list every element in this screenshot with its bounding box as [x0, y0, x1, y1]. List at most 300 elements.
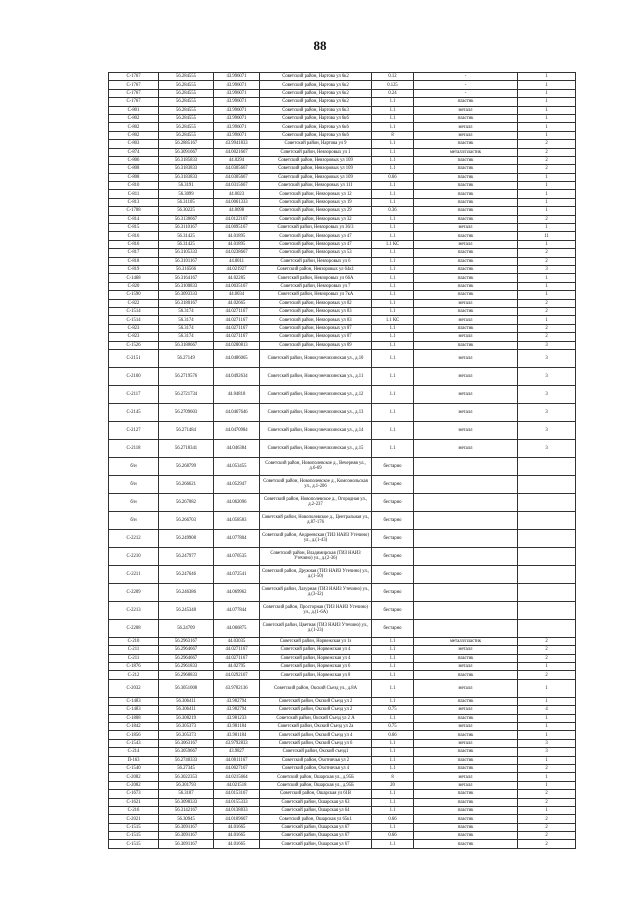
table-row [109, 249, 576, 257]
longitude-cell: 44.0023 [214, 190, 260, 198]
longitude-cell: 44.0155333 [214, 798, 260, 806]
longitude-cell: 44.0271167 [214, 316, 260, 324]
container-material-cell: пластик [414, 114, 518, 122]
table-row [109, 773, 576, 781]
container-volume-cell: 1.1 [372, 165, 414, 173]
longitude-cell: 44.0467646 [214, 403, 260, 421]
table-row [109, 324, 576, 332]
address-cell: Советский район, Новокузнечихинская ул., д.10 [260, 349, 372, 367]
address-cell: Советский район, Невзоровых ул 1 [260, 148, 372, 156]
container-count-cell [518, 529, 576, 547]
longitude-cell: 43.982794 [214, 697, 260, 705]
table-row [109, 349, 576, 367]
table-row [109, 840, 576, 848]
container-material-cell: металл [414, 781, 518, 789]
container-count-cell: 1 [518, 190, 576, 198]
latitude-cell: 56.284555 [159, 114, 214, 122]
site-id-cell: С-1543 [109, 739, 159, 747]
container-count-cell: 1 [518, 106, 576, 114]
longitude-cell: 43.981184 [214, 723, 260, 731]
table-row [109, 173, 576, 181]
site-id-cell: С-1515 [109, 840, 159, 848]
table-row [109, 457, 576, 475]
table-row [109, 493, 576, 511]
site-id-cell: С-2213 [109, 601, 159, 619]
container-volume-cell: бестарно [372, 475, 414, 493]
table-row [109, 511, 576, 529]
container-volume-cell: 1.1 [372, 654, 414, 662]
longitude-cell: 43.996071 [214, 106, 260, 114]
site-id-cell: С-2151 [109, 349, 159, 367]
latitude-cell: 56.2718341 [159, 439, 214, 457]
latitude-cell: 56.3180667 [159, 341, 214, 349]
container-material-cell: металл [414, 706, 518, 714]
site-id-cell: С-1621 [109, 798, 159, 806]
table-row [109, 832, 576, 840]
longitude-cell: 44.01895 [214, 240, 260, 248]
site-id-cell: С-816 [109, 240, 159, 248]
container-volume-cell: 1.1 КС [372, 240, 414, 248]
container-count-cell: 1 [518, 806, 576, 814]
table-row [109, 367, 576, 385]
address-cell: Советский район, Ошарская ул 63 [260, 798, 372, 806]
table-row [109, 781, 576, 789]
longitude-cell: 44.0035167 [214, 282, 260, 290]
latitude-cell: 56.267082 [159, 493, 214, 511]
longitude-cell: 44.01665 [214, 823, 260, 831]
address-cell: Советский район, Невзоровых ул 6 [260, 257, 372, 265]
latitude-cell: 56.3105333 [159, 249, 214, 257]
container-material-cell [414, 619, 518, 637]
site-id-cell: С-802 [109, 123, 159, 131]
longitude-cell: 43.996071 [214, 81, 260, 89]
container-count-cell: 2 [518, 215, 576, 223]
container-volume-cell: 1.1 [372, 140, 414, 148]
container-count-cell: 1 [518, 182, 576, 190]
site-id-cell: С-1767 [109, 89, 159, 97]
latitude-cell: 56.3142167 [159, 806, 214, 814]
table-row [109, 583, 576, 601]
address-cell: Советский район, Окский Съезд ул., д.8А [260, 679, 372, 697]
container-count-cell: 3 [518, 748, 576, 756]
longitude-cell: 44.01895 [214, 232, 260, 240]
container-volume-cell: бестарно [372, 493, 414, 511]
table-row [109, 706, 576, 714]
container-volume-cell: 0.12 [372, 73, 414, 81]
latitude-cell: 56.2968833 [159, 671, 214, 679]
table-row [109, 299, 576, 307]
container-volume-cell: бестарно [372, 601, 414, 619]
site-id-cell: С-1514 [109, 307, 159, 315]
container-volume-cell: 1.1 [372, 798, 414, 806]
container-count-cell: 3 [518, 341, 576, 349]
site-id-cell: С-815 [109, 224, 159, 232]
table-row [109, 671, 576, 679]
table-row [109, 307, 576, 315]
latitude-cell: 56.31425 [159, 240, 214, 248]
container-volume-cell: 1.1 [372, 671, 414, 679]
container-material-cell: металл [414, 224, 518, 232]
address-cell: Советский район, Норвежская ул 8 [260, 671, 372, 679]
container-count-cell [518, 601, 576, 619]
site-id-cell: С-1767 [109, 81, 159, 89]
container-count-cell: 2 [518, 840, 576, 848]
table-row [109, 207, 576, 215]
latitude-cell: 56.301793 [159, 781, 214, 789]
site-id-cell: С-1540 [109, 764, 159, 772]
site-id-cell: С-2127 [109, 421, 159, 439]
container-material-cell: металл [414, 773, 518, 781]
latitude-cell: 56.3100833 [159, 282, 214, 290]
container-material-cell: - [414, 81, 518, 89]
site-id-cell: С-820 [109, 282, 159, 290]
container-volume-cell: 1.1 [372, 697, 414, 705]
container-volume-cell: 1.1 [372, 324, 414, 332]
site-id-cell: С-1483 [109, 697, 159, 705]
table-row [109, 756, 576, 764]
address-cell: Советский район, Владимирская (ТИЗ НАИЗ Утечино) ул., д.(2-36) [260, 547, 372, 565]
container-volume-cell: 1.1 [372, 156, 414, 164]
longitude-cell: 44.04818 [214, 385, 260, 403]
container-count-cell: 1 [518, 781, 576, 789]
address-cell: Советский район, Ошарская ул., д.95Б [260, 781, 372, 789]
address-cell: Советский район, Новополевское д., Комсомольская ул., д.1-206 [260, 475, 372, 493]
longitude-cell: 43.981184 [214, 731, 260, 739]
table-row [109, 131, 576, 139]
container-volume-cell: 0.24 [372, 89, 414, 97]
container-volume-cell: 1.1 [372, 646, 414, 654]
container-count-cell: 3 [518, 349, 576, 367]
site-id-cell: С-1808 [109, 714, 159, 722]
address-cell: Советский район, Норвежская ул 4 [260, 654, 372, 662]
latitude-cell: 56.3183833 [159, 173, 214, 181]
container-volume-cell: бестарно [372, 619, 414, 637]
address-cell: Советский район, Невзоровых ул 29 [260, 207, 372, 215]
container-material-cell: пластик [414, 257, 518, 265]
longitude-cell: 44.0122167 [214, 215, 260, 223]
address-cell: Советский район, Нартова ул 6к2 [260, 98, 372, 106]
container-material-cell: пластик [414, 291, 518, 299]
longitude-cell: 44.0271167 [214, 646, 260, 654]
container-volume-cell: 1.1 [372, 148, 414, 156]
table-row [109, 663, 576, 671]
container-volume-cell: 1.1 [372, 764, 414, 772]
site-id-cell: С-216 [109, 806, 159, 814]
longitude-cell: 44.021927 [214, 265, 260, 273]
address-cell: Советский район, Нартова ул 6к3 [260, 106, 372, 114]
longitude-cell: 44.0095167 [214, 224, 260, 232]
container-material-cell: металл [414, 106, 518, 114]
longitude-cell: 44.02795 [214, 663, 260, 671]
table-row [109, 316, 576, 324]
longitude-cell: 44.0215664 [214, 773, 260, 781]
site-id-cell: С-2160 [109, 367, 159, 385]
container-volume-cell: 1.1 [372, 439, 414, 457]
latitude-cell: 56.3107 [159, 790, 214, 798]
container-material-cell: металл [414, 385, 518, 403]
table-row [109, 385, 576, 403]
container-volume-cell: 0.36 [372, 207, 414, 215]
container-volume-cell: 1.1 [372, 367, 414, 385]
longitude-cell: 44.0315667 [214, 182, 260, 190]
container-count-cell: 2 [518, 823, 576, 831]
address-cell: Советский район, Нартова ул 9 [260, 140, 372, 148]
latitude-cell: 56.3059667 [159, 748, 214, 756]
container-volume-cell: 1.1 [372, 198, 414, 206]
latitude-cell: 56.3099 [159, 190, 214, 198]
table-row [109, 140, 576, 148]
address-cell: Советский район, Невзоровых ул 32 [260, 215, 372, 223]
container-count-cell: 2 [518, 790, 576, 798]
site-id-cell: С-214 [109, 748, 159, 756]
container-material-cell: пластик [414, 764, 518, 772]
latitude-cell: 56.2963167 [159, 637, 214, 645]
table-row [109, 619, 576, 637]
container-volume-cell: 1.1 [372, 98, 414, 106]
container-material-cell: пластик [414, 823, 518, 831]
container-count-cell: 1 [518, 291, 576, 299]
latitude-cell: 56.2885167 [159, 140, 214, 148]
latitude-cell: 56.247977 [159, 547, 214, 565]
container-count-cell: 1 [518, 316, 576, 324]
address-cell: Советский район, Нартова ул 6к6 [260, 131, 372, 139]
table-row [109, 806, 576, 814]
longitude-cell: 43.9827 [214, 748, 260, 756]
container-material-cell: пластик [414, 165, 518, 173]
container-count-cell: 3 [518, 367, 576, 385]
latitude-cell: 56.30945 [159, 815, 214, 823]
container-volume-cell: 1.1 [372, 349, 414, 367]
container-material-cell: металл [414, 723, 518, 731]
longitude-cell: 44.077804 [214, 529, 260, 547]
address-cell: Советский район, Новополевское д., Вечерняя ул., д.6-69 [260, 457, 372, 475]
container-count-cell: 3 [518, 439, 576, 457]
address-cell: Советский район, Ошарская ул 67 [260, 823, 372, 831]
container-material-cell: металл [414, 316, 518, 324]
latitude-cell: 56.305373 [159, 731, 214, 739]
container-count-cell: 1 [518, 756, 576, 764]
address-cell: Советский район, Окский Съезд ул 4 [260, 731, 372, 739]
container-material-cell: металл [414, 403, 518, 421]
container-material-cell: пластик [414, 215, 518, 223]
container-count-cell: 3 [518, 265, 576, 273]
container-material-cell: пластик [414, 840, 518, 848]
site-id-cell: С-1515 [109, 832, 159, 840]
container-count-cell [518, 619, 576, 637]
page-number: 88 [313, 38, 327, 53]
address-cell: Советский район, Ошарская ул., д.95Б [260, 773, 372, 781]
longitude-cell: 43.996071 [214, 123, 260, 131]
container-count-cell [518, 565, 576, 583]
table-row [109, 156, 576, 164]
longitude-cell: 43.9792833 [214, 739, 260, 747]
longitude-cell: 44.0305667 [214, 173, 260, 181]
container-material-cell: пластик [414, 324, 518, 332]
container-material-cell: пластик [414, 671, 518, 679]
latitude-cell: 56.3180167 [159, 299, 214, 307]
site-id-cell: С-2209 [109, 583, 159, 601]
container-volume-cell: 0.66 [372, 731, 414, 739]
container-volume-cell: 1.1 [372, 840, 414, 848]
address-cell: Советский район, Окский Съезд ул 2 А [260, 714, 372, 722]
table-row [109, 215, 576, 223]
latitude-cell: 56.2964667 [159, 654, 214, 662]
container-count-cell: 1 [518, 131, 576, 139]
site-id-cell: С-2208 [109, 619, 159, 637]
container-count-cell: 1 [518, 198, 576, 206]
address-cell: Советский район, Невзоровых ул 64к1 [260, 265, 372, 273]
latitude-cell: 56.3110167 [159, 224, 214, 232]
latitude-cell: 56.284555 [159, 123, 214, 131]
site-id-cell: С-1515 [109, 823, 159, 831]
site-id-cell: С-1514 [109, 316, 159, 324]
site-id-cell: С-822 [109, 299, 159, 307]
address-cell: Советский район, Невзоровых ул 87 [260, 333, 372, 341]
longitude-cell: 44.0153167 [214, 790, 260, 798]
table-row [109, 529, 576, 547]
latitude-cell: 56.249908 [159, 529, 214, 547]
site-id-cell: С-1468 [109, 274, 159, 282]
address-cell: Советский район, Ошарская ул 67 [260, 832, 372, 840]
container-material-cell [414, 583, 518, 601]
table-row [109, 257, 576, 265]
site-id-cell: С-808 [109, 173, 159, 181]
table-row [109, 190, 576, 198]
latitude-cell: 56.284555 [159, 106, 214, 114]
container-volume-cell: 1.1 [372, 637, 414, 645]
longitude-cell: 44.0292167 [214, 671, 260, 679]
container-material-cell: пластик [414, 756, 518, 764]
longitude-cell: 44.053455 [214, 457, 260, 475]
site-id-cell: б/н [109, 493, 159, 511]
site-id-cell: С-1708 [109, 207, 159, 215]
container-material-cell: пластик [414, 341, 518, 349]
site-id-cell: С-2212 [109, 529, 159, 547]
container-material-cell: пластик [414, 173, 518, 181]
container-material-cell [414, 475, 518, 493]
site-id-cell: С-823 [109, 333, 159, 341]
site-id-cell: С-801 [109, 106, 159, 114]
container-volume-cell: 0.75 [372, 706, 414, 714]
container-material-cell: металл [414, 131, 518, 139]
container-material-cell: металл [414, 123, 518, 131]
container-material-cell: пластик [414, 207, 518, 215]
longitude-cell: 44.0486065 [214, 349, 260, 367]
address-cell: Советский район, Новокузнечихинская ул., д.12 [260, 385, 372, 403]
site-id-cell: С-2145 [109, 403, 159, 421]
container-volume-cell: 1.1 [372, 663, 414, 671]
latitude-cell: 56.284555 [159, 73, 214, 81]
site-id-cell: С-1842 [109, 723, 159, 731]
address-cell: Советский район, Невзоровых ул 83 [260, 307, 372, 315]
container-count-cell: 1 [518, 282, 576, 290]
longitude-cell: 43.996071 [214, 89, 260, 97]
container-material-cell: пластик [414, 806, 518, 814]
longitude-cell: 43.9782136 [214, 679, 260, 697]
container-volume-cell: 1.1 [372, 224, 414, 232]
longitude-cell: 43.996071 [214, 131, 260, 139]
longitude-cell: 44.0109667 [214, 815, 260, 823]
table-row [109, 637, 576, 645]
table-row [109, 73, 576, 81]
site-id-cell: С-810 [109, 182, 159, 190]
longitude-cell: 43.981233 [214, 714, 260, 722]
table-row [109, 274, 576, 282]
latitude-cell: 56.2709603 [159, 403, 214, 421]
container-volume-cell: бестарно [372, 547, 414, 565]
latitude-cell: 56.306411 [159, 697, 214, 705]
container-count-cell: 1 [518, 773, 576, 781]
table-row [109, 731, 576, 739]
container-count-cell [518, 547, 576, 565]
table-body [109, 73, 576, 849]
longitude-cell: 43.9941833 [214, 140, 260, 148]
site-id-cell: С-803 [109, 140, 159, 148]
container-material-cell: металл [414, 663, 518, 671]
latitude-cell: 56.246386 [159, 583, 214, 601]
table-row [109, 403, 576, 421]
longitude-cell: 44.0021667 [214, 148, 260, 156]
container-volume-cell: 1.1 [372, 232, 414, 240]
latitude-cell: 56.3183833 [159, 165, 214, 173]
table-row [109, 697, 576, 705]
longitude-cell: 44.0271167 [214, 654, 260, 662]
latitude-cell: 56.3174 [159, 333, 214, 341]
container-count-cell: 2 [518, 671, 576, 679]
address-cell: Советский район, Нартова ул 6к2 [260, 73, 372, 81]
container-material-cell: металл [414, 333, 518, 341]
address-cell: Советский район, Андреевская (ТИЗ НАИЗ Утечино) ул., д.(1-43) [260, 529, 372, 547]
container-count-cell: 1 [518, 274, 576, 282]
container-count-cell: 3 [518, 739, 576, 747]
address-cell: Советский район, Невзоровых ул 47 [260, 232, 372, 240]
container-material-cell: пластик [414, 654, 518, 662]
latitude-cell: 56.2964667 [159, 646, 214, 654]
longitude-cell: 44.052947 [214, 475, 260, 493]
container-volume-cell: 1.1 [372, 282, 414, 290]
container-material-cell: металл/пластик [414, 637, 518, 645]
site-id-cell: С-1876 [109, 663, 159, 671]
table-row [109, 240, 576, 248]
address-cell: Советский район, Невзоровых ул 109 [260, 165, 372, 173]
address-cell: Советский район, Невзоровых ул 89 [260, 341, 372, 349]
container-volume-cell: 1.1 [372, 114, 414, 122]
latitude-cell: 56.27345 [159, 764, 214, 772]
address-cell: Советский район, Цветная (ТИЗ НАИЗ Утечино) ул., д.(1-23) [260, 619, 372, 637]
table-row [109, 475, 576, 493]
container-material-cell: пластик [414, 265, 518, 273]
container-volume-cell: 0.66 [372, 815, 414, 823]
longitude-cell: 44.0238667 [214, 249, 260, 257]
site-id-cell: С-2210 [109, 547, 159, 565]
container-volume-cell: 1.1 [372, 249, 414, 257]
table-row [109, 723, 576, 731]
address-cell: Советский район, Невзоровых ул 36/3 [260, 224, 372, 232]
latitude-cell: 56.3174 [159, 307, 214, 315]
container-volume-cell: 1.1 [372, 215, 414, 223]
latitude-cell: 56.24709 [159, 619, 214, 637]
container-volume-cell: бестарно [372, 565, 414, 583]
site-id-cell: С-874 [109, 148, 159, 156]
site-id-cell: С-2082 [109, 773, 159, 781]
latitude-cell: 56.31105 [159, 198, 214, 206]
latitude-cell: 56.3191 [159, 182, 214, 190]
table-row [109, 790, 576, 798]
latitude-cell: 56.266621 [159, 475, 214, 493]
longitude-cell: 44.0098 [214, 207, 260, 215]
latitude-cell: 56.284555 [159, 131, 214, 139]
container-material-cell: пластик [414, 790, 518, 798]
